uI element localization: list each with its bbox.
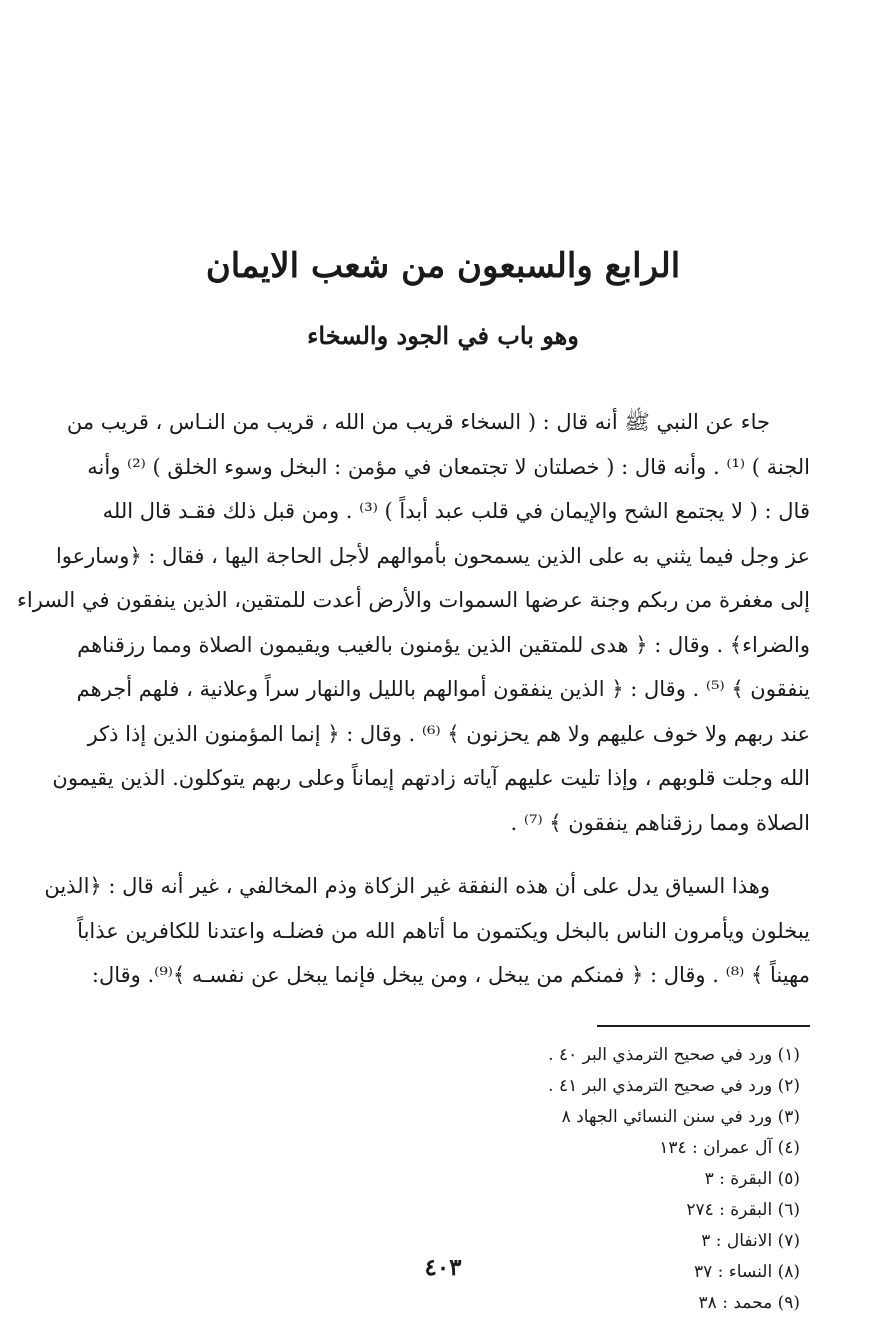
text-line: الجنة ) ⁽¹⁾ . وأنه قال : ( خصلتان لا تجتمعان في مؤمن : البخل وسوء الخلق ) ⁽²⁾ وأنه — [87, 454, 810, 479]
chapter-title: الرابع والسبعون من شعب الايمان — [205, 246, 681, 286]
page-number: ٤٠٣ — [424, 1254, 462, 1281]
paragraph-1 — [17, 400, 810, 845]
text-line: ينفقون ﴾ ⁽⁵⁾ . وقال : ﴿ الذين ينفقون أموالهم بالليل والنهار سراً وعلانية ، فلهم أجرهم — [76, 677, 810, 701]
text-line: مهيناً ﴾ ⁽⁸⁾ . وقال : ﴿ فمنكم من يبخل ، ومن يبخل فإنما يبخل عن نفسـه ﴾⁽⁹⁾. وقال: — [91, 963, 810, 987]
footnote-item: (٣) ورد في سنن النسائي الجهاد ٨ — [561, 1107, 800, 1127]
footnote-item: (٤) آل عمران : ١٣٤ — [659, 1138, 800, 1158]
text-line: الصلاة ومما رزقناهم ينفقون ﴾ ⁽⁷⁾ . — [510, 810, 810, 835]
text-line: وهذا السياق يدل على أن هذه النفقة غير الزكاة وذم المخالفي ، غير أنه قال : ﴿الذين — [44, 874, 770, 898]
footnote-item: (٧) الانفال : ٣ — [701, 1231, 800, 1251]
paragraph-2 — [44, 864, 810, 998]
footnote-row — [300, 1195, 800, 1257]
text-line: عز وجل فيما يثني به على الذين يسمحون بأموالهم لأجل الحاجة اليها ، فقال : ﴿وسارعوا — [55, 543, 810, 568]
text-line: والضراء﴾ . وقال : ﴿ هدى للمتقين الذين يؤمنون بالغيب ويقيمون الصلاة ومما رزقناهم — [77, 632, 810, 657]
footnote-divider — [597, 1025, 810, 1027]
footnote-row — [300, 1133, 800, 1195]
text-line: عند ربهم ولا خوف عليهم ولا هم يحزنون ﴾ ⁽⁶⁾ . وقال : ﴿ إنما المؤمنون الذين إذا ذكر — [87, 721, 810, 746]
footnote-item: (٥) البقرة : ٣ — [704, 1169, 800, 1189]
text-line: إلى مغفرة من ربكم وجنة عرضها السموات والأرض أعدت للمتقين، الذين ينفقون في السراء — [17, 588, 810, 612]
footnote-item: (٨) النساء : ٣٧ — [694, 1262, 800, 1282]
text-line: قال : ( لا يجتمع الشح والإيمان في قلب عبد أبداً ) ⁽³⁾ . ومن قبل ذلك فقـد قال الله — [102, 499, 810, 523]
text-line: يبخلون ويأمرون الناس بالبخل ويكتمون ما أتاهم الله من فضلـه واعتدنا للكافرين عذاباً — [77, 918, 810, 943]
text-line: الله وجلت قلوبهم ، وإذا تليت عليهم آياته زادتهم إيماناً وعلى ربهم يتوكلون. الذين يقيمون — [52, 766, 810, 790]
text-line: جاء عن النبي ﷺ أنه قال : ( السخاء قريب من الله ، قريب من النـاس ، قريب من — [66, 410, 770, 434]
footnote-item: (٦) البقرة : ٢٧٤ — [686, 1200, 800, 1220]
footnote-item: (٢) ورد في صحيح الترمذي البر ٤١ . — [548, 1076, 800, 1096]
chapter-subtitle: وهو باب في الجود والسخاء — [307, 321, 579, 350]
footnote-item: (٩) محمد : ٣٨ — [698, 1293, 800, 1313]
footnote-item: (١) ورد في صحيح الترمذي البر ٤٠ . — [548, 1045, 800, 1065]
